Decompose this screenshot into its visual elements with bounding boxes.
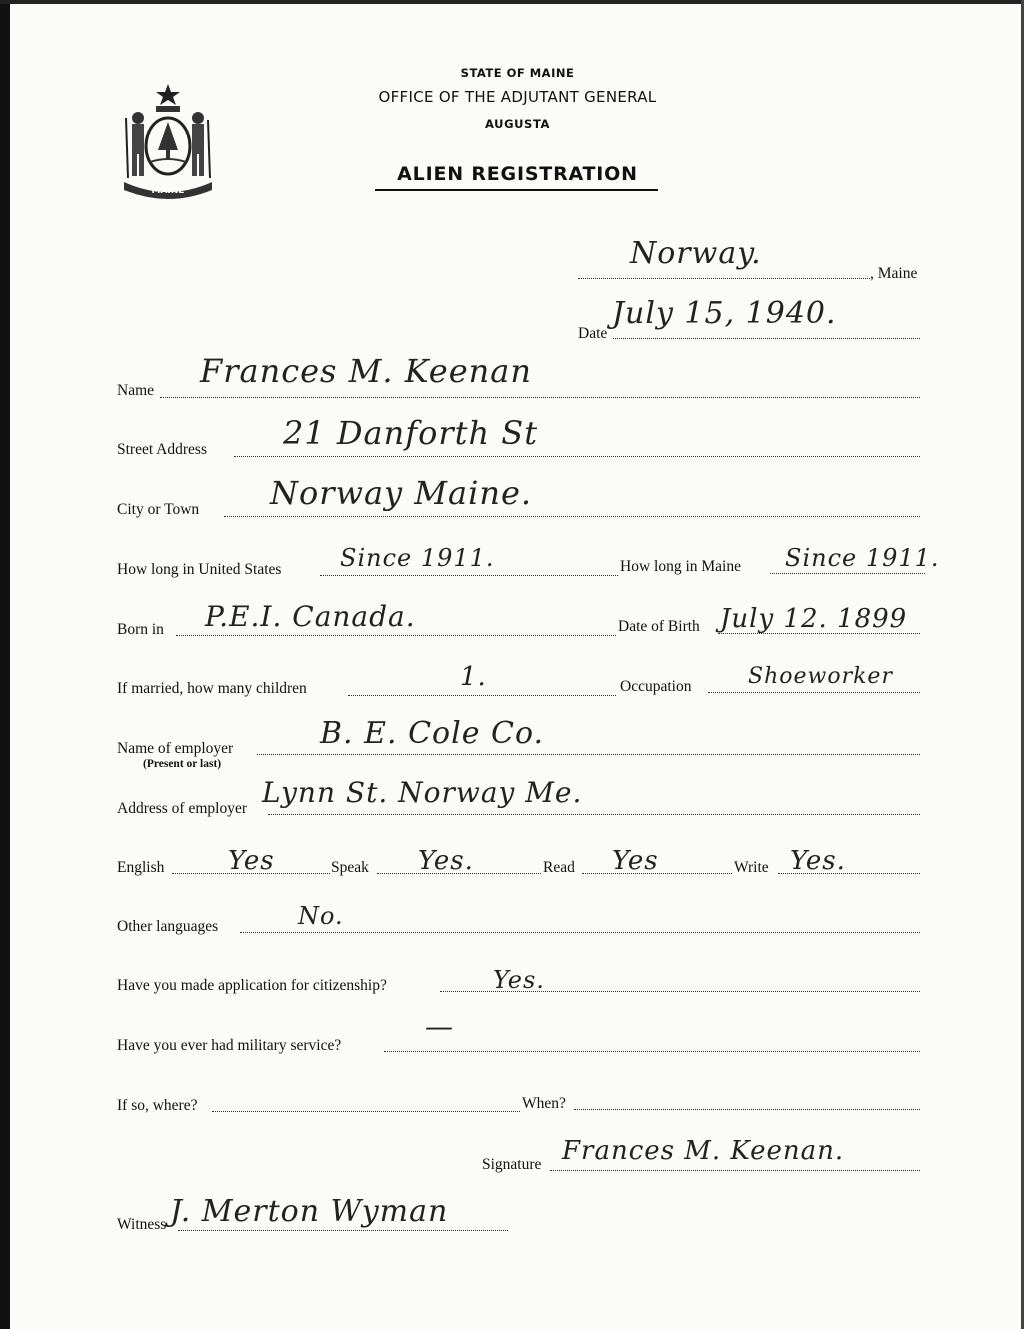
english-value: Yes — [228, 846, 275, 876]
employer-value: B. E. Cole Co. — [320, 716, 545, 751]
military-line — [384, 1051, 920, 1052]
witness-value: J. Merton Wyman — [170, 1194, 449, 1229]
children-label: If married, how many children — [117, 680, 307, 697]
read-value: Yes — [612, 846, 659, 876]
city-label: City or Town — [117, 501, 200, 518]
employer-label: Name of employer — [117, 740, 234, 757]
how-long-us-line — [320, 575, 618, 576]
maine-seal-icon — [118, 78, 218, 203]
military-label: Have you ever had military service? — [117, 1037, 342, 1054]
header-office: OFFICE OF THE ADJUTANT GENERAL — [378, 88, 657, 106]
name-line — [160, 397, 920, 398]
seal-banner-text: MAINE — [151, 186, 185, 196]
city-line — [224, 516, 920, 517]
signature-line — [550, 1170, 920, 1171]
date-label: Date — [578, 325, 608, 342]
born-value: P.E.I. Canada. — [205, 600, 416, 633]
employer-address-label: Address of employer — [117, 800, 247, 817]
write-value: Yes. — [790, 846, 846, 876]
witness-line — [178, 1230, 508, 1231]
place-suffix: , Maine — [870, 265, 918, 282]
citizenship-label: Have you made application for citizenship? — [117, 977, 387, 994]
header-state: STATE OF MAINE — [460, 66, 575, 80]
title-underline — [375, 189, 658, 191]
how-long-me-line — [770, 573, 925, 574]
when-label: When? — [522, 1095, 566, 1112]
occupation-line — [708, 692, 920, 693]
street-line — [234, 456, 920, 457]
where-line — [212, 1111, 520, 1112]
how-long-me-value: Since 1911. — [785, 544, 940, 572]
date-line — [613, 338, 920, 339]
employer-address-value: Lynn St. Norway Me. — [262, 776, 583, 809]
street-label: Street Address — [117, 441, 207, 458]
street-value: 21 Danforth St — [283, 414, 539, 452]
form-title: ALIEN REGISTRATION — [397, 163, 638, 185]
witness-label: Witness — [117, 1216, 167, 1233]
children-value: 1. — [460, 662, 487, 692]
speak-label: Speak — [331, 859, 369, 876]
city-value: Norway Maine. — [270, 474, 533, 512]
other-languages-line — [240, 932, 920, 933]
write-label: Write — [734, 859, 769, 876]
english-label: English — [117, 859, 165, 876]
other-languages-value: No. — [298, 902, 344, 930]
other-languages-label: Other languages — [117, 918, 219, 935]
occupation-label: Occupation — [620, 678, 692, 695]
occupation-value: Shoeworker — [748, 664, 893, 689]
scan-edge-top — [0, 0, 1024, 4]
citizenship-value: Yes. — [493, 966, 545, 994]
header-city: AUGUSTA — [485, 117, 550, 131]
date-value: July 15, 1940. — [612, 296, 837, 331]
read-label: Read — [543, 859, 575, 876]
how-long-me-label: How long in Maine — [620, 558, 741, 575]
how-long-us-value: Since 1911. — [340, 544, 495, 572]
place-line — [578, 278, 870, 279]
name-label: Name — [117, 382, 155, 399]
employer-line — [257, 754, 920, 755]
speak-value: Yes. — [418, 846, 474, 876]
signature-value: Frances M. Keenan. — [562, 1136, 845, 1166]
name-value: Frances M. Keenan — [200, 352, 532, 390]
dob-label: Date of Birth — [618, 618, 700, 635]
how-long-us-label: How long in United States — [117, 561, 282, 578]
signature-label: Signature — [482, 1156, 542, 1173]
born-label: Born in — [117, 621, 164, 638]
employer-sub-label: (Present or last) — [143, 758, 222, 770]
employer-address-line — [268, 814, 920, 815]
military-value: — — [425, 1010, 454, 1043]
dob-value: July 12. 1899 — [720, 604, 908, 634]
place-value: Norway. — [630, 236, 762, 271]
children-line — [348, 695, 616, 696]
scan-edge-left — [0, 0, 10, 1329]
when-line — [574, 1109, 920, 1110]
where-label: If so, where? — [117, 1097, 198, 1114]
born-line — [176, 635, 616, 636]
